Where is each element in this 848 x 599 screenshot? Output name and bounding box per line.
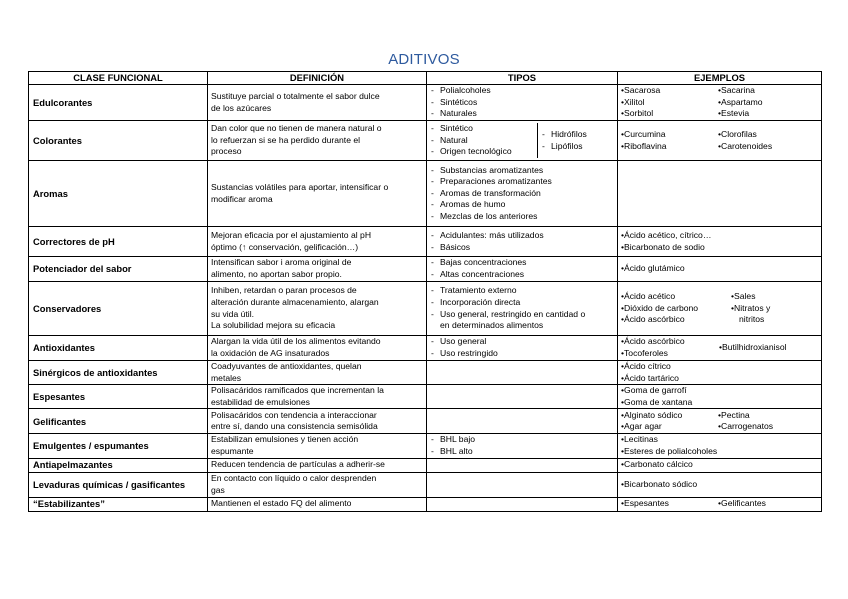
tipos-list [430,434,614,457]
tipo-item: - Acidulantes: más utilizados [430,230,614,242]
tipo-item: - Origen tecnológico [430,146,534,158]
ejemplo-item: • Ácido tartárico [621,373,818,385]
tipos-cell [427,434,618,458]
ejemplos-cell [618,336,822,361]
ejemplo-item: • Agar agar [621,421,716,433]
page-title: ADITIVOS [388,51,460,68]
definicion-line: lo refuerzan si se ha perdido durante el [211,134,361,145]
definicion-line: entre sí, dando una consistencia semisólida [211,421,378,432]
tipo-item: - Sintético [430,123,534,135]
ejemplo-item: • Carotenoides [718,141,818,153]
subtipos-list [538,123,590,158]
definicion-line: Mejoran eficacia por el ajustamiento al pH [211,229,372,240]
definicion-cell [208,121,427,161]
ejemplo-item: • Dióxido de carbono [621,303,729,315]
ejemplos-list [621,459,818,471]
tipo-item: - Substancias aromatizantes [430,165,614,177]
ejemplo-item: • Ácido acético, cítrico… [621,230,818,242]
definicion-cell [208,458,427,472]
clase-cell: Sinérgicos de antioxidantes [29,361,208,385]
tipos-list [430,165,614,223]
definicion-line: su vida útil. [211,308,254,319]
ejemplo-item: • Aspartamo [718,97,818,109]
tipos-list [427,123,538,158]
definicion-line: de los azúcares [211,102,272,113]
clase-cell: Gelificantes [29,409,208,434]
ejemplo-item: • Sorbitol [621,108,716,120]
definicion-line: gas [211,484,225,495]
header-clase: CLASE FUNCIONAL [29,72,208,85]
ejemplos-cell [618,472,822,497]
definicion-cell [208,409,427,434]
clase-cell: Levaduras químicas / gasificantes [29,472,208,497]
definicion-line: Polisacáridos con tendencia a interaccionar [211,409,377,420]
tipo-item: - Polialcoholes [430,85,614,97]
definicion-line: La solubilidad mejora su eficacia [211,320,336,331]
ejemplos-col [719,342,787,354]
definicion-line: estabilidad de emulsiones [211,396,310,407]
ejemplos-cell [618,257,822,282]
ejemplo-item: • Sacarosa [621,85,716,97]
table-row [29,497,822,511]
table-row [29,336,822,361]
header-definicion: DEFINICIÓN [208,72,427,85]
clase-cell: Conservadores [29,282,208,336]
table-row [29,121,822,161]
ejemplos-grid [621,498,818,510]
ejemplo-item: • Bicarbonato de sodio [621,242,818,254]
ejemplos-grid [621,129,818,152]
ejemplo-item: • Sales [731,291,818,303]
definicion-line: la oxidación de AG insaturados [211,348,330,358]
subtipo-item: - Lipófilos [541,141,587,153]
tipos-cell [427,361,618,385]
tipos-cell [427,497,618,511]
definicion-line: Sustituye parcial o totalmente el sabor dulce [211,90,380,101]
definicion-cell [208,85,427,121]
definicion-line: Mantienen el estado FQ del alimento [211,498,352,509]
clase-cell: Aromas [29,161,208,227]
table-row [29,361,822,385]
ejemplo-item: • Riboflavina [621,141,716,153]
ejemplos-grid [621,85,818,120]
table-row [29,227,822,257]
ejemplos-grid [621,291,818,326]
table-row [29,85,822,121]
ejemplo-item: • Alginato sódico [621,410,716,422]
definicion-line: Inhiben, retardan o paran procesos de [211,285,357,296]
ejemplos-list [621,434,818,457]
table-row [29,257,822,282]
additives-table [28,71,822,512]
subtipo-item: - Hidrófilos [541,129,587,141]
ejemplos-cell [618,121,822,161]
tipo-item: - Básicos [430,242,614,254]
definicion-cell [208,161,427,227]
definicion-line: Dan color que no tienen de manera natural o [211,123,382,134]
tipos-cell [427,458,618,472]
tipos-cell [427,385,618,409]
ejemplo-item: • Gelificantes [718,498,818,510]
table-row [29,282,822,336]
ejemplo-item: • Carrogenatos [718,421,818,433]
ejemplo-item: nitritos [739,314,765,325]
ejemplo-item: • Ácido ascórbico [621,336,719,348]
clase-cell: Colorantes [29,121,208,161]
ejemplos-cell [618,434,822,458]
tipo-item: - Sintéticos [430,97,614,109]
definicion-line: modificar aroma [211,193,273,204]
definicion-cell [208,282,427,336]
tipos-cell [427,257,618,282]
definicion-line: Reducen tendencia de partículas a adherir-se [211,459,385,470]
tipo-item: - Aromas de transformación [430,188,614,200]
tipos-list [430,285,614,331]
ejemplo-item: • Pectina [718,410,818,422]
tipo-item: en determinados alimentos [440,320,544,331]
tipos-split [427,123,617,158]
tipo-item: - Incorporación directa [430,297,614,309]
tipos-cell [427,472,618,497]
ejemplos-col [621,336,719,359]
ejemplos-cell [618,385,822,409]
definicion-line: espumante [211,445,254,456]
clase-cell: “Estabilizantes” [29,497,208,511]
ejemplos-list [621,230,818,253]
tipos-cell [427,409,618,434]
ejemplos-cell [618,282,822,336]
definicion-line: Coadyuvantes de antioxidantes, quelan [211,361,362,371]
tipo-item: - BHL bajo [430,434,614,446]
ejemplo-item: • Esteres de polialcoholes [621,446,818,458]
ejemplos-grid [621,410,818,433]
definicion-cell [208,227,427,257]
tipos-list [430,85,614,120]
ejemplos-list [621,361,818,384]
definicion-line: metales [211,372,242,383]
tipo-item: - Preparaciones aromatizantes [430,176,614,188]
definicion-line: Alargan la vida útil de los alimentos evitando [211,336,381,347]
tipo-item: - Aromas de humo [430,199,614,211]
tipos-list [430,336,614,359]
tipos-cell [427,161,618,227]
ejemplo-item: • Ácido glutámico [621,263,818,275]
tipo-item: - Mezclas de los anteriores [430,211,614,223]
definicion-cell [208,257,427,282]
header-row [29,72,822,85]
ejemplo-item: • Goma de xantana [621,397,818,409]
definicion-line: Intensifican sabor i aroma original de [211,257,352,268]
table-row [29,385,822,409]
ejemplo-item: • Butilhidroxianisol [719,342,787,354]
tipo-item: - Uso restringido [430,348,614,360]
ejemplos-cell [618,361,822,385]
ejemplo-item: • Tocoferoles [621,348,719,360]
tipo-item: - BHL alto [430,446,614,458]
tipo-item: - Naturales [430,108,614,120]
ejemplo-item: • Sacarina [718,85,818,97]
definicion-cell [208,472,427,497]
ejemplo-item: • Ácido cítrico [621,361,818,373]
definicion-line: Estabilizan emulsiones y tienen acción [211,434,359,445]
table-row [29,472,822,497]
clase-cell: Emulgentes / espumantes [29,434,208,458]
definicion-line: Sustancias volátiles para aportar, intensificar o [211,181,389,192]
tipo-item: - Tratamiento externo [430,285,614,297]
definicion-cell [208,336,427,361]
header-tipos: TIPOS [427,72,618,85]
ejemplos-list [621,263,818,275]
tipos-cell [427,282,618,336]
tipos-cell [427,121,618,161]
tipo-item: - Altas concentraciones [430,269,614,281]
ejemplo-item: • Curcumina [621,129,716,141]
ejemplo-item: • Ácido ascórbico [621,314,729,326]
definicion-line: proceso [211,146,242,157]
definicion-cell [208,434,427,458]
tipos-list [430,257,614,280]
table-row [29,409,822,434]
ejemplos-cell [618,458,822,472]
clase-cell: Espesantes [29,385,208,409]
tipos-list [430,230,614,253]
ejemplo-item: • Goma de garrofí [621,385,818,397]
definicion-line: alimento, no aportan sabor propio. [211,269,342,279]
ejemplos-cell [618,497,822,511]
ejemplos-cell [618,85,822,121]
clase-cell: Antioxidantes [29,336,208,361]
definicion-line: En contacto con líquido o calor desprenden [211,472,377,483]
ejemplo-item: • Espesantes [621,498,716,510]
clase-cell: Edulcorantes [29,85,208,121]
ejemplo-item: • Xilitol [621,97,716,109]
table-row [29,458,822,472]
ejemplo-item: • Bicarbonato sódico [621,479,818,491]
ejemplos-cell [618,409,822,434]
ejemplos-list [621,385,818,408]
ejemplos-cell [618,227,822,257]
ejemplo-item: • Ácido acético [621,291,729,303]
ejemplos-list [621,479,818,491]
tipos-cell [427,336,618,361]
tipos-cell [427,227,618,257]
clase-cell: Correctores de pH [29,227,208,257]
ejemplo-item: • Estevia [718,108,818,120]
table-row [29,161,822,227]
tipo-item: - Uso general [430,336,614,348]
tipo-item: - Natural [430,135,534,147]
ejemplo-item: • Nitratos y [731,303,818,315]
table-row [29,434,822,458]
definicion-cell [208,385,427,409]
header-ejemplos: EJEMPLOS [618,72,822,85]
ejemplo-item: • Carbonato cálcico [621,459,818,471]
ejemplos-cell [618,161,822,227]
definicion-line: Polisacáridos ramificados que incrementan la [211,385,384,396]
clase-cell: Antiapelmazantes [29,458,208,472]
definicion-line: alteración durante almacenamiento, alargan [211,296,379,307]
ejemplo-item: • Clorofilas [718,129,818,141]
definicion-line: óptimo (↑ conservación, gelificación…) [211,241,359,252]
definicion-cell [208,361,427,385]
clase-cell: Potenciador del sabor [29,257,208,282]
tipos-cell [427,85,618,121]
definicion-cell [208,497,427,511]
ejemplo-item: • Lecitinas [621,434,818,446]
tipo-item: - Uso general, restringido en cantidad o [430,309,614,321]
tipo-item: - Bajas concentraciones [430,257,614,269]
ejemplos-grid [621,336,818,359]
